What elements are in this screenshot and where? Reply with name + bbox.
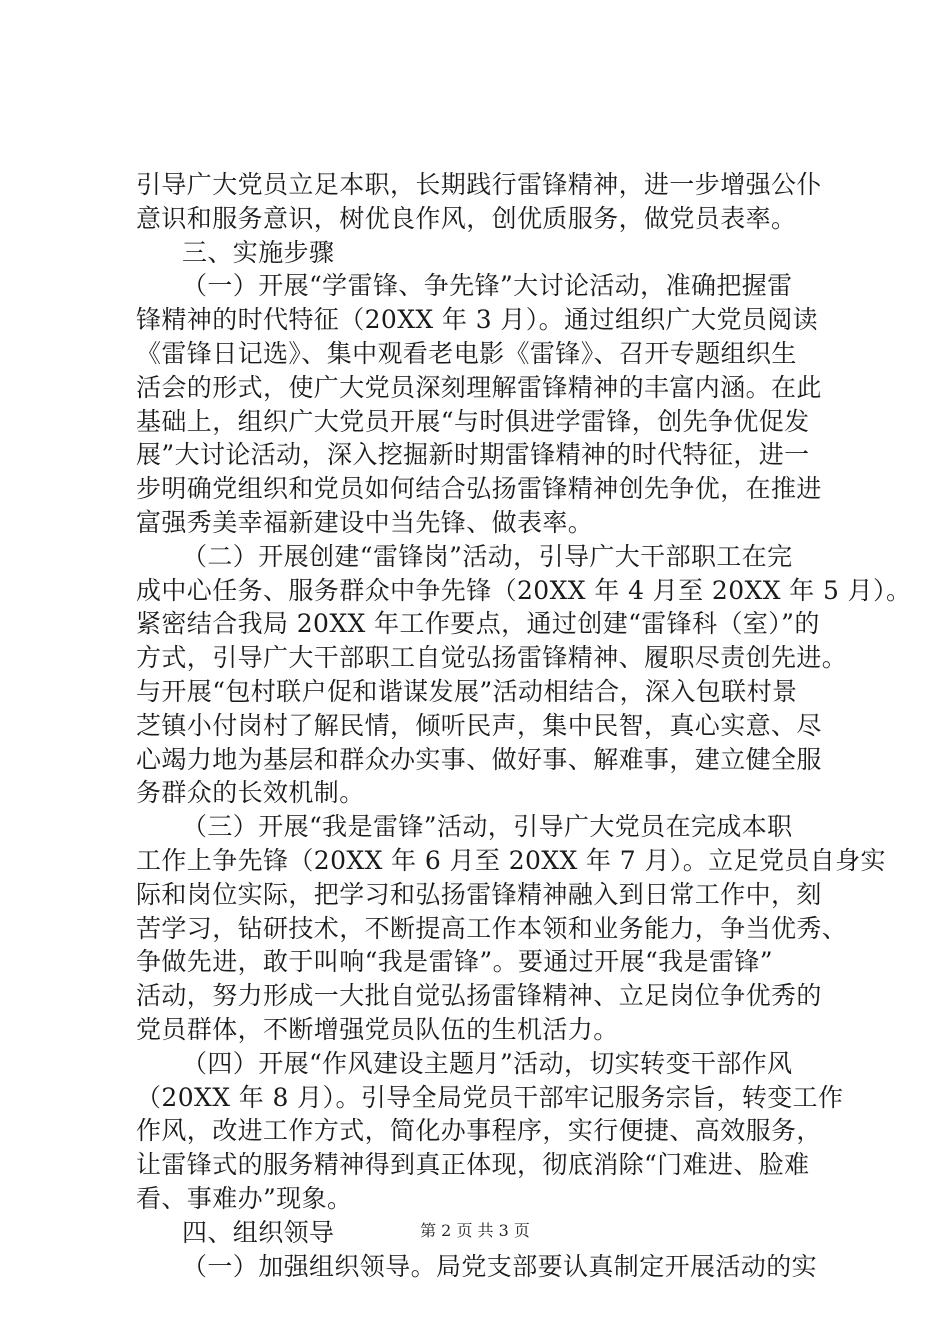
text-line: 党员群体，不断增强党员队伍的生机活力。 [136, 1014, 619, 1044]
page-number-label: 第 2 页 共 3 页 [420, 1221, 530, 1240]
text-line: 步明确党组织和党员如何结合弘扬雷锋精神创先争优，在推进 [136, 474, 822, 504]
text-line: 让雷锋式的服务精神得到真正体现，彻底消除“门难进、脸难 [136, 1150, 810, 1180]
text-line: 展”大讨论活动，深入挖掘新时期雷锋精神的时代特征，进一 [136, 440, 810, 470]
text-line: 芝镇小付岗村了解民情，倾听民声，集中民智，真心实意、尽 [136, 710, 822, 740]
text-line: 成中心任务、服务群众中争先锋（20XX 年 4 月至 20XX 年 5 月）。 [136, 575, 912, 605]
text-line: （一）加强组织领导。局党支部要认真制定开展活动的实 [182, 1251, 818, 1281]
text-line: 方式，引导广大干部职工自觉弘扬雷锋精神、履职尽责创先进。 [136, 643, 848, 673]
text-line: 作风，改进工作方式，简化办事程序，实行便捷、高效服务， [136, 1116, 822, 1146]
text-line: 活会的形式，使广大党员深刻理解雷锋精神的丰富内涵。在此 [136, 372, 822, 402]
text-line: （20XX 年 8 月）。引导全局党员干部牢记服务宗旨，转变工作 [136, 1082, 844, 1112]
page-footer [0, 1218, 950, 1241]
text-line: （二）开展创建“雷锋岗”活动，引导广大干部职工在完 [182, 541, 793, 571]
document-body [136, 168, 912, 1283]
text-line: （四）开展“作风建设主题月”活动，切实转变干部作风 [182, 1048, 793, 1078]
text-line: 意识和服务意识，树优良作风，创优质服务，做党员表率。 [136, 203, 797, 233]
text-line: 苦学习，钻研技术，不断提高工作本领和业务能力，争当优秀、 [136, 913, 848, 943]
text-line: （三）开展“我是雷锋”活动，引导广大党员在完成本职 [182, 812, 793, 842]
text-line: 活动，努力形成一大批自觉弘扬雷锋精神、立足岗位争优秀的 [136, 981, 822, 1011]
text-line: 工作上争先锋（20XX 年 6 月至 20XX 年 7 月）。立足党员自身实 [136, 845, 886, 875]
text-line: 锋精神的时代特征（20XX 年 3 月）。通过组织广大党员阅读 [136, 305, 819, 335]
text-line: 际和岗位实际，把学习和弘扬雷锋精神融入到日常工作中，刻 [136, 879, 822, 909]
text-line: 务群众的长效机制。 [136, 778, 365, 808]
text-line: 富强秀美幸福新建设中当先锋、做表率。 [136, 507, 594, 537]
text-line: （一）开展“学雷锋、争先锋”大讨论活动，准确把握雷 [182, 271, 793, 301]
text-line: 三、实施步骤 [182, 237, 335, 267]
text-line: 心竭力地为基层和群众办实事、做好事、解难事，建立健全服 [136, 744, 822, 774]
text-line: 紧密结合我局 20XX 年工作要点，通过创建“雷锋科（室）”的 [136, 609, 820, 639]
text-line: 《雷锋日记选》、集中观看老电影《雷锋》、召开专题组织生 [136, 338, 797, 368]
text-line: 引导广大党员立足本职，长期践行雷锋精神，进一步增强公仆 [136, 170, 822, 199]
text-line: 争做先进，敢于叫响“我是雷锋”。要通过开展“我是雷锋” [136, 947, 773, 977]
text-line: 看、事难办”现象。 [136, 1183, 353, 1213]
text-line: 四、组织领导 [182, 1217, 335, 1247]
text-line: 基础上，组织广大党员开展“与时俱进学雷锋，创先争优促发 [136, 406, 810, 436]
text-line: 与开展“包村联户促和谐谋发展”活动相结合，深入包联村景 [136, 676, 798, 706]
